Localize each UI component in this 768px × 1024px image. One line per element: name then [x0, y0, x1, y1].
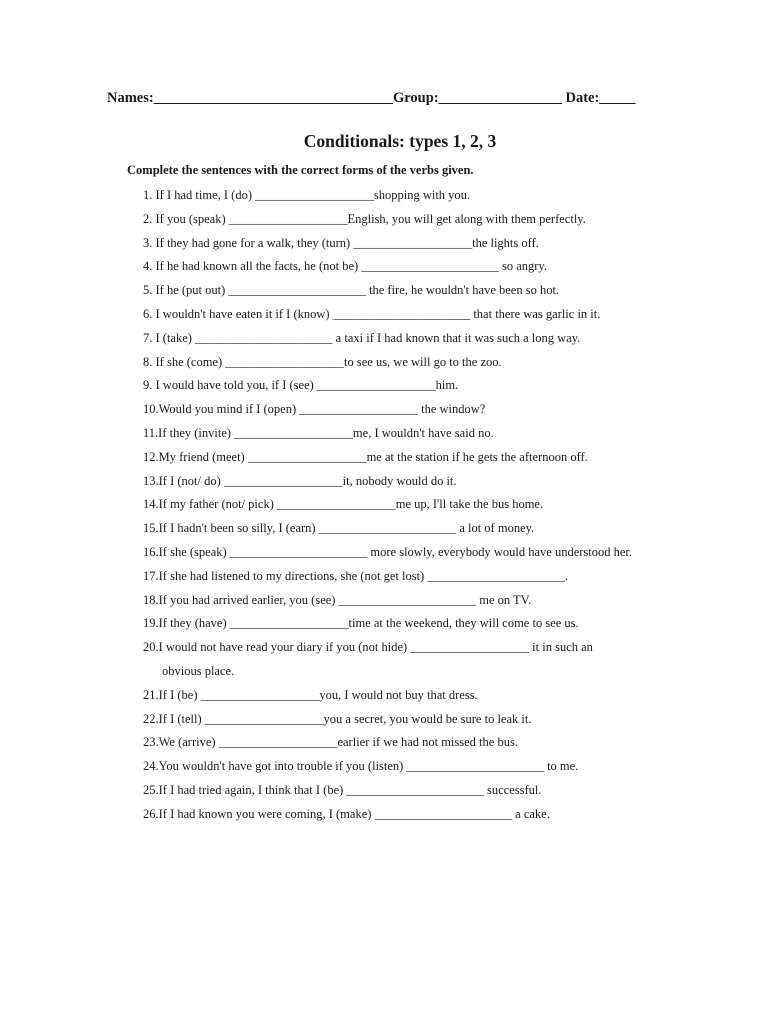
- exercise-item-20-text: 20.I would not have read your diary if you (not hide) ___________________ it in such an: [143, 640, 593, 655]
- exercise-item-22: 22.If I (tell) ___________________you a secret, you would be sure to leak it.: [143, 711, 532, 726]
- exercise-item-4: 4. If he had known all the facts, he (not be) ______________________ so angry.: [143, 259, 547, 274]
- exercise-item-21: 21.If I (be) ___________________you, I would not buy that dress.: [143, 687, 478, 702]
- exercise-item-18: 18.If you had arrived earlier, you (see) ______________________ me on TV.: [143, 592, 532, 607]
- exercise-item-14: 14.If my father (not/ pick) ___________________me up, I'll take the bus home.: [143, 497, 544, 512]
- exercise-item-16: 16.If she (speak) ______________________ more slowly, everybody would have understood her.: [143, 544, 633, 559]
- header-line: Names:_________________________________Group:_________________ Date:_____: [107, 90, 636, 106]
- exercise-item-13: 13.If I (not/ do) ___________________it, nobody would do it.: [143, 473, 457, 488]
- exercise-list: [143, 184, 703, 827]
- exercise-item-24: 24.You wouldn't have got into trouble if you (listen) ______________________ to me.: [143, 759, 579, 774]
- exercise-item-23: 23.We (arrive) ___________________earlier if we had not missed the bus.: [143, 735, 518, 750]
- exercise-item-9: 9. I would have told you, if I (see) ___________________him.: [143, 378, 459, 393]
- exercise-item-1: 1. If I had time, I (do) ___________________shopping with you.: [143, 188, 471, 202]
- instructions: Complete the sentences with the correct forms of the verbs given.: [127, 163, 474, 177]
- exercise-item-8: 8. If she (come) ___________________to see us, we will go to the zoo.: [143, 354, 502, 369]
- exercise-item-25: 25.If I had tried again, I think that I (be) ______________________ successful.: [143, 782, 542, 797]
- exercise-item-17: 17.If she had listened to my directions, she (not get lost) ______________________.: [143, 568, 568, 583]
- exercise-item-15: 15.If I hadn't been so silly, I (earn) ______________________ a lot of money.: [143, 521, 535, 536]
- worksheet-title: Conditionals: types 1, 2, 3: [303, 131, 497, 151]
- exercise-item-11: 11.If they (invite) ___________________me, I wouldn't have said no.: [143, 425, 494, 440]
- exercise-item-7: 7. I (take) ______________________ a taxi if I had known that it was such a long way.: [143, 330, 581, 345]
- exercise-item-12: 12.My friend (meet) ___________________me at the station if he gets the afternoon off.: [143, 449, 588, 464]
- exercise-item-20: [143, 636, 703, 684]
- exercise-item-20-continuation: obvious place.: [162, 663, 235, 678]
- exercise-item-10: 10.Would you mind if I (open) ___________________ the window?: [143, 402, 486, 417]
- exercise-item-19: 19.If they (have) ___________________time at the weekend, they will come to see us.: [143, 616, 579, 631]
- exercise-item-26: 26.If I had known you were coming, I (make) ______________________ a cake.: [143, 806, 550, 821]
- exercise-item-3: 3. If they had gone for a walk, they (turn) ___________________the lights off.: [143, 235, 539, 250]
- exercise-item-2: 2. If you (speak) ___________________English, you will get along with them perfectly.: [143, 211, 586, 226]
- exercise-item-5: 5. If he (put out) ______________________ the fire, he wouldn't have been so hot.: [143, 283, 560, 298]
- exercise-item-6: 6. I wouldn't have eaten it if I (know) ______________________ that there was garlic in it.: [143, 306, 601, 321]
